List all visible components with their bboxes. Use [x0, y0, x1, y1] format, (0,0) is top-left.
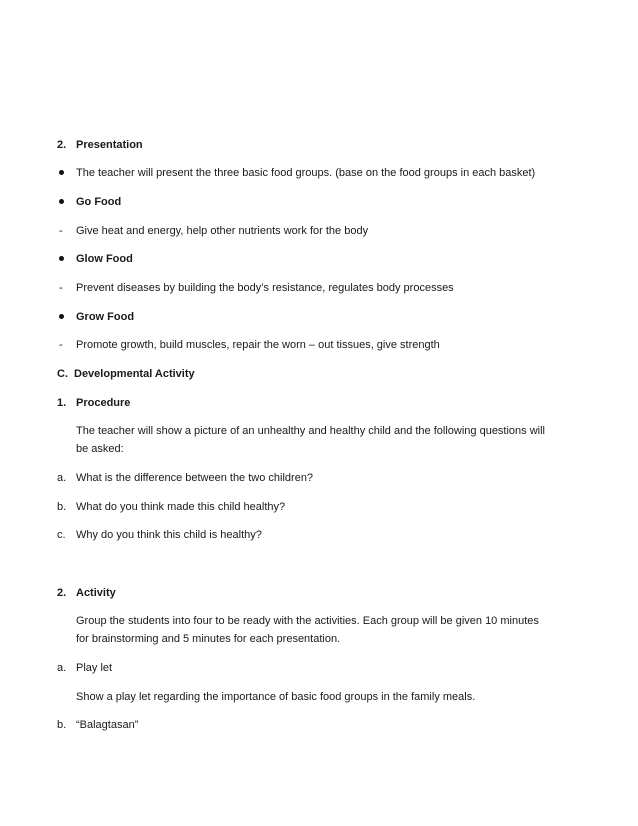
section-heading-procedure: Procedure: [76, 397, 131, 409]
activity-text: Group the students into four to be ready with the activities. Each group will be given 10 minutes for brainstorming and 5 minutes for each presentation.: [76, 615, 539, 645]
list-marker: a.: [57, 472, 67, 484]
grow-food-desc: Promote growth, build muscles, repair the worn – out tissues, give strength: [76, 339, 440, 351]
list-marker: a.: [57, 662, 67, 674]
dash-marker: -: [59, 225, 63, 237]
section-number: 2.: [57, 587, 67, 599]
list-marker: c.: [57, 529, 66, 541]
section-heading-developmental: Developmental Activity: [74, 368, 195, 380]
go-food-title: Go Food: [76, 196, 122, 208]
glow-food-title: Glow Food: [76, 253, 133, 265]
bullet-icon: [59, 170, 64, 175]
section-heading-presentation: Presentation: [76, 139, 143, 151]
go-food-desc: Give heat and energy, help other nutrients work for the body: [76, 225, 369, 237]
glow-food-desc: Prevent diseases by building the body’s resistance, regulates body processes: [76, 282, 454, 294]
procedure-text: The teacher will show a picture of an unhealthy and healthy child and the following questions will be asked:: [76, 425, 546, 455]
balagtasan-title: “Balagtasan”: [76, 719, 139, 731]
bullet-icon: [59, 256, 64, 261]
section-letter: C.: [57, 368, 68, 380]
presentation-intro: The teacher will present the three basic food groups. (base on the food groups in each basket): [76, 167, 536, 179]
section-heading-activity: Activity: [76, 587, 116, 599]
list-marker: b.: [57, 501, 67, 513]
dash-marker: -: [59, 339, 63, 351]
play-let-text: Show a play let regarding the importance of basic food groups in the family meals.: [76, 691, 476, 703]
play-let-title: Play let: [76, 662, 113, 674]
bullet-icon: [59, 199, 64, 204]
dash-marker: -: [59, 282, 63, 294]
section-number: 1.: [57, 397, 67, 409]
question-a: What is the difference between the two children?: [76, 472, 314, 484]
section-number: 2.: [57, 139, 67, 151]
question-c: Why do you think this child is healthy?: [76, 529, 262, 541]
grow-food-title: Grow Food: [76, 311, 135, 323]
question-b: What do you think made this child healthy?: [76, 501, 286, 513]
bullet-icon: [59, 314, 64, 319]
list-marker: b.: [57, 719, 67, 731]
